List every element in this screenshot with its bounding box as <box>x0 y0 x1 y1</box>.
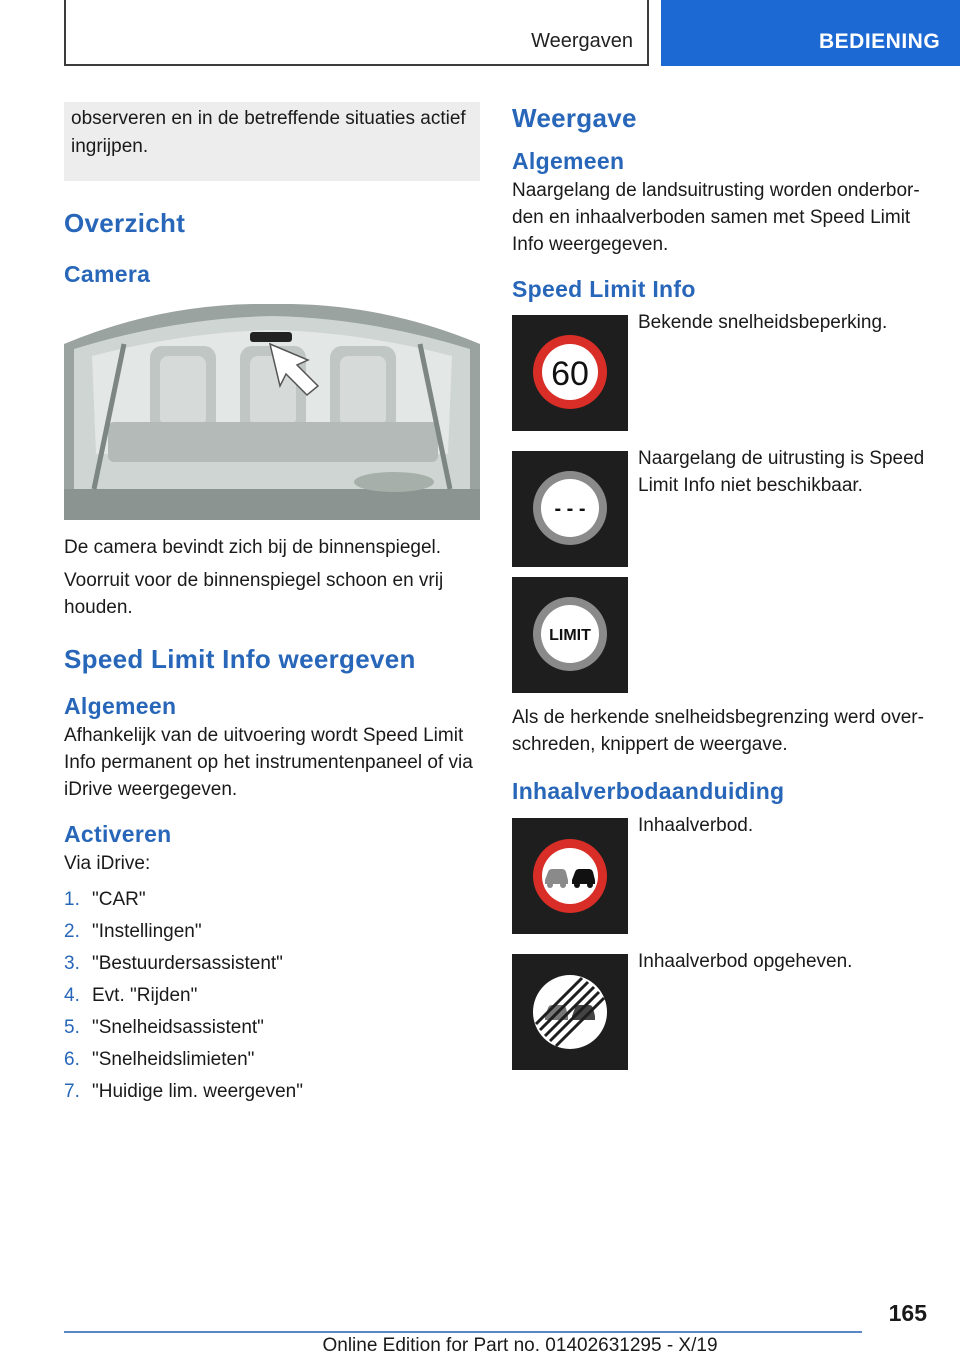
list-item: 5. "Snelheidsassistent" <box>64 1017 264 1038</box>
algemeen-text-left: Afhankelijk van de uitvoering wordt Speed Limit Info permanent op het instrumentenpaneel of via iDrive weergegeven. <box>64 725 473 800</box>
list-item: 4. Evt. "Rijden" <box>64 985 198 1006</box>
footer-divider <box>64 1331 862 1333</box>
sign-60-value: 60 <box>551 355 589 393</box>
speed-limit-unavailable-sign <box>512 451 628 567</box>
sign-row-unavailable <box>512 448 928 567</box>
list-item: 1. "CAR" <box>64 889 146 910</box>
algemeen-heading-right: Algemeen <box>512 148 625 174</box>
sign-row-60 <box>512 312 928 431</box>
camera-location-text: De camera bevindt zich bij de binnenspiegel. <box>64 537 442 558</box>
activeren-heading: Activeren <box>64 821 172 847</box>
via-idrive-text: Via iDrive: <box>64 853 151 874</box>
weergave-title: Weergave <box>512 103 637 133</box>
camera-heading: Camera <box>64 261 151 287</box>
car-interior-image <box>64 304 480 520</box>
no-overtaking-description: Inhaalverbod. <box>638 815 754 836</box>
left-column <box>64 102 480 1110</box>
list-item: 6. "Snelheidslimieten" <box>64 1049 255 1070</box>
camera-illustration <box>64 304 480 520</box>
continued-note-text: observeren en in de betreffende situaties actief ingrijpen. <box>71 108 466 157</box>
list-item: 7. "Huidige lim. weergeven" <box>64 1081 303 1102</box>
footer-edition-text: Online Edition for Part no. 01402631295 - X/19 <box>322 1335 718 1356</box>
header-section-title: Weergaven <box>531 30 633 52</box>
inhaalverbod-heading: Inhaalverbodaanduiding <box>512 778 785 804</box>
algemeen-text-right: Naargelang de landsuitrusting worden onderbor-den en inhaalverboden samen met Speed Limit Info weergegeven. <box>512 180 920 255</box>
camera-clean-text: Voorruit voor de binnenspiegel schoon en vrij houden. <box>64 570 444 618</box>
sign-60-description: Bekende snelheidsbeperking. <box>638 312 888 333</box>
sign-limit-value: LIMIT <box>549 627 591 644</box>
sign-row-end-no-overtaking <box>512 951 928 1070</box>
speed-limit-60-sign <box>512 315 628 431</box>
header-section-box <box>64 0 649 66</box>
end-no-overtaking-description: Inhaalverbod opgeheven. <box>638 951 853 972</box>
sign-row-limit <box>512 577 928 693</box>
algemeen-heading-left: Algemeen <box>64 693 177 719</box>
sign-unavailable-description: Naargelang de uitrusting is Speed Limit Info niet beschikbaar. <box>638 448 925 496</box>
idrive-steps-list <box>64 886 480 1110</box>
sign-row-no-overtaking <box>512 815 928 934</box>
overzicht-title: Overzicht <box>64 208 186 238</box>
sli-weergeven-title: Speed Limit Info weergeven <box>64 644 416 674</box>
sign-dash-value: - - - <box>554 498 586 520</box>
list-item: 3. "Bestuurdersassistent" <box>64 953 283 974</box>
limit-exceeded-text: Als de herkende snelheidsbegrenzing werd over-schreden, knippert de weergave. <box>512 707 924 755</box>
car-pair-icon <box>512 818 628 934</box>
header-chapter-tab <box>661 0 960 66</box>
header-chapter-title: BEDIENING <box>819 30 941 53</box>
continued-note-box <box>64 102 480 181</box>
list-item: 2. "Instellingen" <box>64 921 202 942</box>
right-column <box>512 102 928 1070</box>
end-no-overtaking-icon <box>512 954 628 1070</box>
speed-limit-limit-sign <box>512 577 628 693</box>
end-no-overtaking-sign <box>512 954 628 1070</box>
speed-limit-info-heading: Speed Limit Info <box>512 276 696 302</box>
no-overtaking-sign <box>512 818 628 934</box>
page-number: 165 <box>888 1300 927 1326</box>
